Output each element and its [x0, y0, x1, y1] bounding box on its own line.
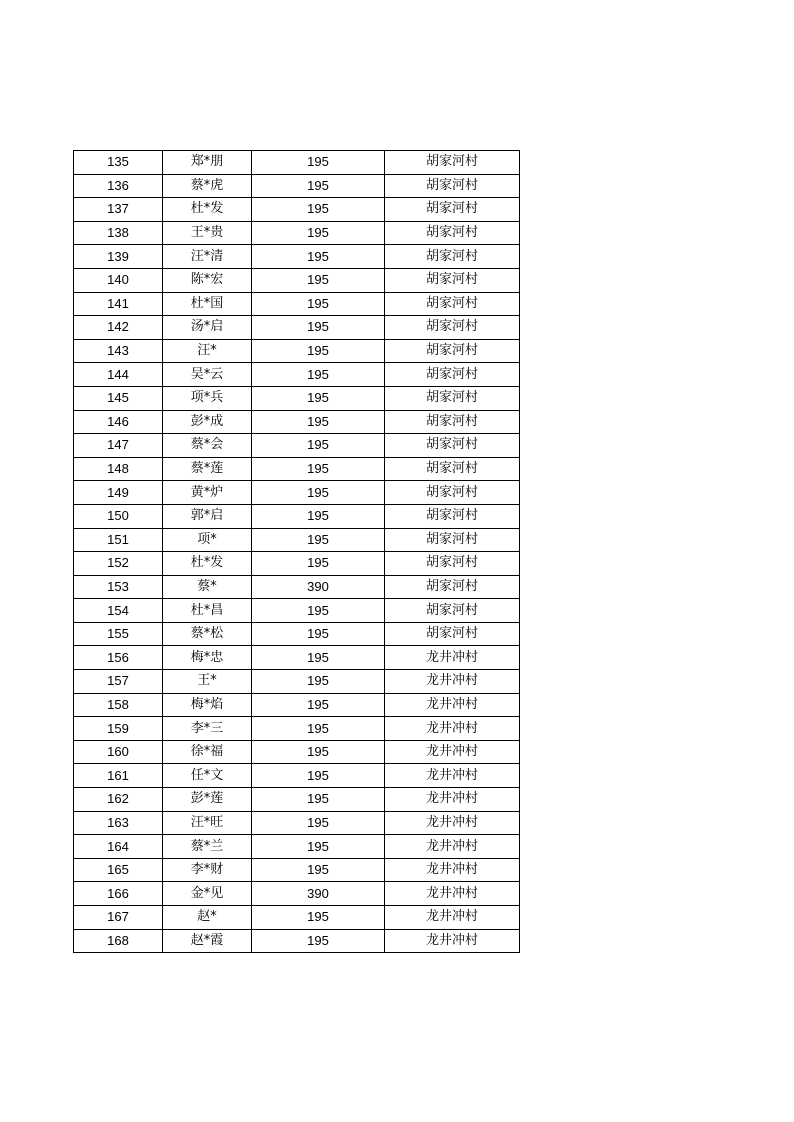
amount-cell: 195 — [252, 528, 385, 552]
table-row — [74, 599, 520, 623]
village-cell: 胡家河村 — [385, 292, 520, 316]
amount-cell: 195 — [252, 434, 385, 458]
name-cell: 黄*炉 — [163, 481, 252, 505]
name-cell: 项*兵 — [163, 386, 252, 410]
village-cell: 胡家河村 — [385, 363, 520, 387]
amount-cell: 195 — [252, 811, 385, 835]
name-cell: 彭*成 — [163, 410, 252, 434]
table-row — [74, 151, 520, 175]
row-number-cell: 137 — [74, 198, 163, 222]
amount-cell: 195 — [252, 221, 385, 245]
name-cell: 汪* — [163, 339, 252, 363]
table-row — [74, 717, 520, 741]
name-cell: 梅*忠 — [163, 646, 252, 670]
row-number-cell: 147 — [74, 434, 163, 458]
amount-cell: 195 — [252, 292, 385, 316]
table-body — [74, 151, 520, 953]
village-cell: 胡家河村 — [385, 410, 520, 434]
table-row — [74, 858, 520, 882]
name-cell: 蔡*会 — [163, 434, 252, 458]
amount-cell: 390 — [252, 575, 385, 599]
name-cell: 汪*清 — [163, 245, 252, 269]
village-cell: 胡家河村 — [385, 151, 520, 175]
table-row — [74, 646, 520, 670]
amount-cell: 195 — [252, 646, 385, 670]
row-number-cell: 157 — [74, 670, 163, 694]
amount-cell: 195 — [252, 929, 385, 953]
row-number-cell: 144 — [74, 363, 163, 387]
row-number-cell: 148 — [74, 457, 163, 481]
row-number-cell: 158 — [74, 693, 163, 717]
name-cell: 汪*旺 — [163, 811, 252, 835]
row-number-cell: 151 — [74, 528, 163, 552]
amount-cell: 195 — [252, 670, 385, 694]
name-cell: 赵*霞 — [163, 929, 252, 953]
row-number-cell: 138 — [74, 221, 163, 245]
row-number-cell: 168 — [74, 929, 163, 953]
village-cell: 胡家河村 — [385, 528, 520, 552]
amount-cell: 195 — [252, 552, 385, 576]
table-row — [74, 788, 520, 812]
row-number-cell: 163 — [74, 811, 163, 835]
name-cell: 郑*朋 — [163, 151, 252, 175]
table-row — [74, 740, 520, 764]
amount-cell: 195 — [252, 363, 385, 387]
data-table — [73, 150, 520, 953]
name-cell: 李*三 — [163, 717, 252, 741]
amount-cell: 195 — [252, 268, 385, 292]
village-cell: 胡家河村 — [385, 268, 520, 292]
amount-cell: 195 — [252, 764, 385, 788]
village-cell: 龙井冲村 — [385, 670, 520, 694]
row-number-cell: 146 — [74, 410, 163, 434]
table-row — [74, 339, 520, 363]
name-cell: 杜*发 — [163, 198, 252, 222]
amount-cell: 195 — [252, 151, 385, 175]
name-cell: 金*见 — [163, 882, 252, 906]
name-cell: 汤*启 — [163, 316, 252, 340]
amount-cell: 195 — [252, 457, 385, 481]
row-number-cell: 153 — [74, 575, 163, 599]
row-number-cell: 162 — [74, 788, 163, 812]
amount-cell: 195 — [252, 693, 385, 717]
village-cell: 龙井冲村 — [385, 811, 520, 835]
village-cell: 龙井冲村 — [385, 835, 520, 859]
name-cell: 杜*发 — [163, 552, 252, 576]
village-cell: 龙井冲村 — [385, 717, 520, 741]
name-cell: 陈*宏 — [163, 268, 252, 292]
name-cell: 蔡*兰 — [163, 835, 252, 859]
amount-cell: 195 — [252, 410, 385, 434]
table-row — [74, 198, 520, 222]
village-cell: 胡家河村 — [385, 552, 520, 576]
amount-cell: 195 — [252, 740, 385, 764]
name-cell: 李*财 — [163, 858, 252, 882]
name-cell: 徐*福 — [163, 740, 252, 764]
name-cell: 蔡* — [163, 575, 252, 599]
village-cell: 龙井冲村 — [385, 646, 520, 670]
village-cell: 胡家河村 — [385, 198, 520, 222]
name-cell: 项* — [163, 528, 252, 552]
row-number-cell: 156 — [74, 646, 163, 670]
row-number-cell: 143 — [74, 339, 163, 363]
name-cell: 蔡*松 — [163, 622, 252, 646]
village-cell: 胡家河村 — [385, 504, 520, 528]
table-row — [74, 929, 520, 953]
village-cell: 胡家河村 — [385, 316, 520, 340]
name-cell: 赵* — [163, 906, 252, 930]
name-cell: 王*贵 — [163, 221, 252, 245]
row-number-cell: 164 — [74, 835, 163, 859]
row-number-cell: 140 — [74, 268, 163, 292]
row-number-cell: 159 — [74, 717, 163, 741]
village-cell: 胡家河村 — [385, 575, 520, 599]
row-number-cell: 154 — [74, 599, 163, 623]
name-cell: 蔡*虎 — [163, 174, 252, 198]
row-number-cell: 149 — [74, 481, 163, 505]
name-cell: 蔡*莲 — [163, 457, 252, 481]
name-cell: 任*文 — [163, 764, 252, 788]
table-row — [74, 906, 520, 930]
name-cell: 吴*云 — [163, 363, 252, 387]
amount-cell: 195 — [252, 174, 385, 198]
village-cell: 胡家河村 — [385, 599, 520, 623]
table-row — [74, 693, 520, 717]
table-row — [74, 575, 520, 599]
village-cell: 胡家河村 — [385, 339, 520, 363]
village-cell: 龙井冲村 — [385, 906, 520, 930]
amount-cell: 195 — [252, 339, 385, 363]
amount-cell: 195 — [252, 316, 385, 340]
amount-cell: 195 — [252, 599, 385, 623]
amount-cell: 195 — [252, 717, 385, 741]
table-row — [74, 268, 520, 292]
name-cell: 杜*昌 — [163, 599, 252, 623]
table-row — [74, 882, 520, 906]
row-number-cell: 142 — [74, 316, 163, 340]
amount-cell: 195 — [252, 245, 385, 269]
row-number-cell: 152 — [74, 552, 163, 576]
village-cell: 胡家河村 — [385, 457, 520, 481]
table-row — [74, 363, 520, 387]
row-number-cell: 150 — [74, 504, 163, 528]
table-row — [74, 764, 520, 788]
table-row — [74, 221, 520, 245]
village-cell: 龙井冲村 — [385, 788, 520, 812]
table-row — [74, 434, 520, 458]
village-cell: 龙井冲村 — [385, 858, 520, 882]
row-number-cell: 145 — [74, 386, 163, 410]
amount-cell: 195 — [252, 858, 385, 882]
village-cell: 胡家河村 — [385, 622, 520, 646]
row-number-cell: 165 — [74, 858, 163, 882]
village-cell: 龙井冲村 — [385, 764, 520, 788]
name-cell: 彭*莲 — [163, 788, 252, 812]
village-cell: 龙井冲村 — [385, 929, 520, 953]
village-cell: 胡家河村 — [385, 245, 520, 269]
village-cell: 胡家河村 — [385, 434, 520, 458]
table-row — [74, 174, 520, 198]
table-row — [74, 292, 520, 316]
amount-cell: 195 — [252, 481, 385, 505]
village-cell: 龙井冲村 — [385, 882, 520, 906]
table-row — [74, 410, 520, 434]
name-cell: 王* — [163, 670, 252, 694]
row-number-cell: 135 — [74, 151, 163, 175]
village-cell: 胡家河村 — [385, 221, 520, 245]
row-number-cell: 136 — [74, 174, 163, 198]
table-row — [74, 811, 520, 835]
row-number-cell: 155 — [74, 622, 163, 646]
village-cell: 胡家河村 — [385, 481, 520, 505]
village-cell: 龙井冲村 — [385, 693, 520, 717]
table-row — [74, 316, 520, 340]
village-cell: 胡家河村 — [385, 386, 520, 410]
amount-cell: 195 — [252, 386, 385, 410]
amount-cell: 195 — [252, 835, 385, 859]
table-row — [74, 528, 520, 552]
name-cell: 郭*启 — [163, 504, 252, 528]
amount-cell: 195 — [252, 906, 385, 930]
row-number-cell: 141 — [74, 292, 163, 316]
village-cell: 胡家河村 — [385, 174, 520, 198]
name-cell: 梅*焰 — [163, 693, 252, 717]
table-row — [74, 457, 520, 481]
table-row — [74, 670, 520, 694]
row-number-cell: 167 — [74, 906, 163, 930]
amount-cell: 195 — [252, 622, 385, 646]
table-row — [74, 622, 520, 646]
amount-cell: 390 — [252, 882, 385, 906]
table-row — [74, 245, 520, 269]
amount-cell: 195 — [252, 504, 385, 528]
table-row — [74, 835, 520, 859]
row-number-cell: 166 — [74, 882, 163, 906]
row-number-cell: 161 — [74, 764, 163, 788]
name-cell: 杜*国 — [163, 292, 252, 316]
table-row — [74, 504, 520, 528]
amount-cell: 195 — [252, 198, 385, 222]
table-row — [74, 552, 520, 576]
amount-cell: 195 — [252, 788, 385, 812]
row-number-cell: 160 — [74, 740, 163, 764]
village-cell: 龙井冲村 — [385, 740, 520, 764]
table-row — [74, 481, 520, 505]
table-row — [74, 386, 520, 410]
row-number-cell: 139 — [74, 245, 163, 269]
